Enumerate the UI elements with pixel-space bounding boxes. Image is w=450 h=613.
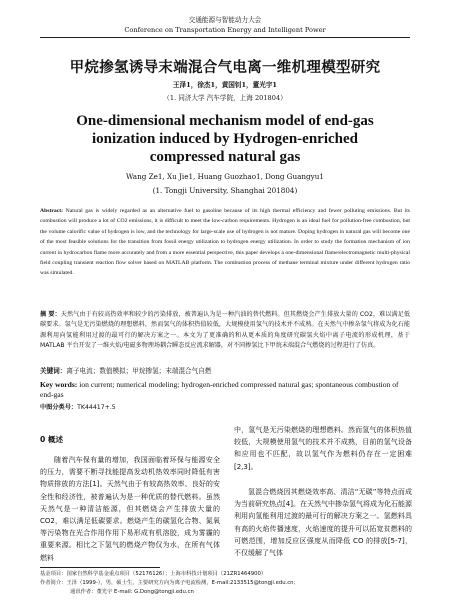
affiliation-en: (1. Tongji University, Shanghai 201804) — [152, 186, 298, 195]
header-rule — [40, 37, 410, 38]
abstract-cn — [40, 310, 410, 351]
clc-number — [40, 403, 116, 413]
keywords-en — [40, 380, 410, 399]
section-title: 0 概述 — [40, 435, 64, 444]
keywords-cn — [40, 367, 410, 377]
footnote-rule — [40, 567, 160, 568]
keywords-cn-text: 离子电流；数值模拟；甲烷掺氢；末端混合气自燃 — [66, 367, 212, 375]
keywords-en-text: ion current; numerical modeling; hydrogen-enriched compressed natural gas; spontaneous combustion of end-gas — [40, 380, 399, 399]
body-left-column: 随着汽车保有量的增加，我国面临着环保与能源安全的压力，需要不断寻找能提高发动机热效率同时降低有害物质排放的方法[1]。天然气由于有较高热效率、良好的安全性和经济性，被普遍认为是一种优质的替代燃料。虽然天然气是一种清洁能源，但其燃烧会产生排放大量的 CO2，难以满足低碳要求。燃烧产生的碳氢化合物、氮氧等污染物在光合作用作用下易形成有机溶胶，成为雾霾的重要来源。相比之下氢气的燃烧产物仅为水，在所有气体燃料 — [40, 456, 220, 562]
title-cn: 甲烷掺氢诱导末端混合气电离一维机理模型研究 — [69, 59, 381, 76]
footnote-author: 作者简介：王泽（1999-），男，硕士生，主要研究方向为离子电流检测，E-mail:2133515@tongji.edu.cn； — [40, 580, 299, 586]
authors-en: Wang Ze1, Xu Jie1, Huang Guozhao1, Dong Guangyu1 — [126, 172, 324, 181]
keywords-cn-label: 关键词： — [40, 367, 67, 375]
abstract-text: Natural gas is widely regarded as an alternative fuel to gasoline because of its high thermal efficiency and fewer polluting emissions. But its combustion will produce a lot of CO2 emissions, it is difficult to meet the low-carbon requirements. Hydrogen is an ideal fuel for pollution-free combustion, but the volume calorific value of hydrogen is low, and the technology for large-scale use of hydrogen is not mature. Doping hydrogen in natural gas will become one of the most feasible solutions for the transition from fossil energy utilization to hydrogen energy utilization. In order to study the formation mechanism of ion current in hydrocarbon flame more accurately and from a more essential perspective, this paper develops a one-dimensional flame/electromagnetic multi-physical field coupling transient reaction flow solver based on MATLAB platform. The combustion process of methane terminal mixture under different hydrogen ratio was simulated. — [40, 208, 411, 277]
clc-text: TK44417+.5 — [77, 404, 116, 411]
title-en: One-dimensional mechanism model of end-gas ionization induced by Hydrogen-enriched compressed natural gas — [76, 113, 374, 165]
authors-cn: 王泽1，徐杰1，黄国钊1，董光宇1 — [172, 81, 278, 89]
journal-name-cn: 交通能源与智能动力大会 — [188, 16, 262, 24]
journal-name-en: Conference on Transportation Energy and Intelligent Power — [124, 26, 326, 34]
abstract-label: Abstract: — [40, 208, 64, 214]
footnote-corresponding: 通讯作者：董光宇 E-mail: G.Dong@tongji.edu.cn — [70, 589, 194, 595]
footnote-fund: 基金项目：国家自然科学基金重点项目（52176126）；上海市科技计划项目（21ZR1464900） — [40, 571, 267, 577]
body-right-paragraph-2: 氢混合燃烧因其燃烧效率高、清洁“无碳”等特点而成为当前研究热点[4]。在天然气中掺杂氢气将成为化石能源利用向氢能利用过渡的最可行的解决方案之一。氢燃料具有高的火焰传播速度，火焰速度的提升可以拓宽贫燃料的可燃范围，增加反应区强度从而降低 CO 的排放[5-7]，不仅缓解了气体 — [234, 488, 412, 558]
abstract-cn-label: 摘 要： — [40, 311, 61, 318]
abstract-cn-text: 天然气由于有较高热效率和较少的污染排放，被普遍认为是一种汽油的替代燃料。但其燃烧会产生排放大量的 CO2，难以满足低碳要求。氢气是无污染燃烧的理想燃料，然而氢气的体积热值较低，大规模使用氢气的技术并不成熟。在天然气中掺杂氢气将成为化石能源利用向氢能利用过渡的最可行的解决方案之一。本文为了更准确的和从更本质的角度研究碳氢火焰中离子电流的形成机理，基于 MATLAB 平台开发了一维火焰/电磁多物理场耦合瞬态反应流求解器，对不同掺氢比下甲烷末端混合气燃烧的过程进行了仿真。 — [40, 311, 410, 349]
keywords-en-label: Key words: — [40, 380, 78, 389]
affiliation-cn: （1. 同济大学 汽车学院，上海 201804） — [163, 94, 287, 102]
clc-label: 中图分类号： — [40, 404, 78, 411]
body-right-paragraph-1: 中，氢气是无污染燃烧的理想燃料。然而氢气的体积热值较低，大规模使用氢气的技术并不成熟，目前的氢气设备和应用也不匹配，故以氢气作为燃料仍存在一定困难[2,3]。 — [234, 426, 412, 471]
abstract-en — [40, 206, 410, 279]
